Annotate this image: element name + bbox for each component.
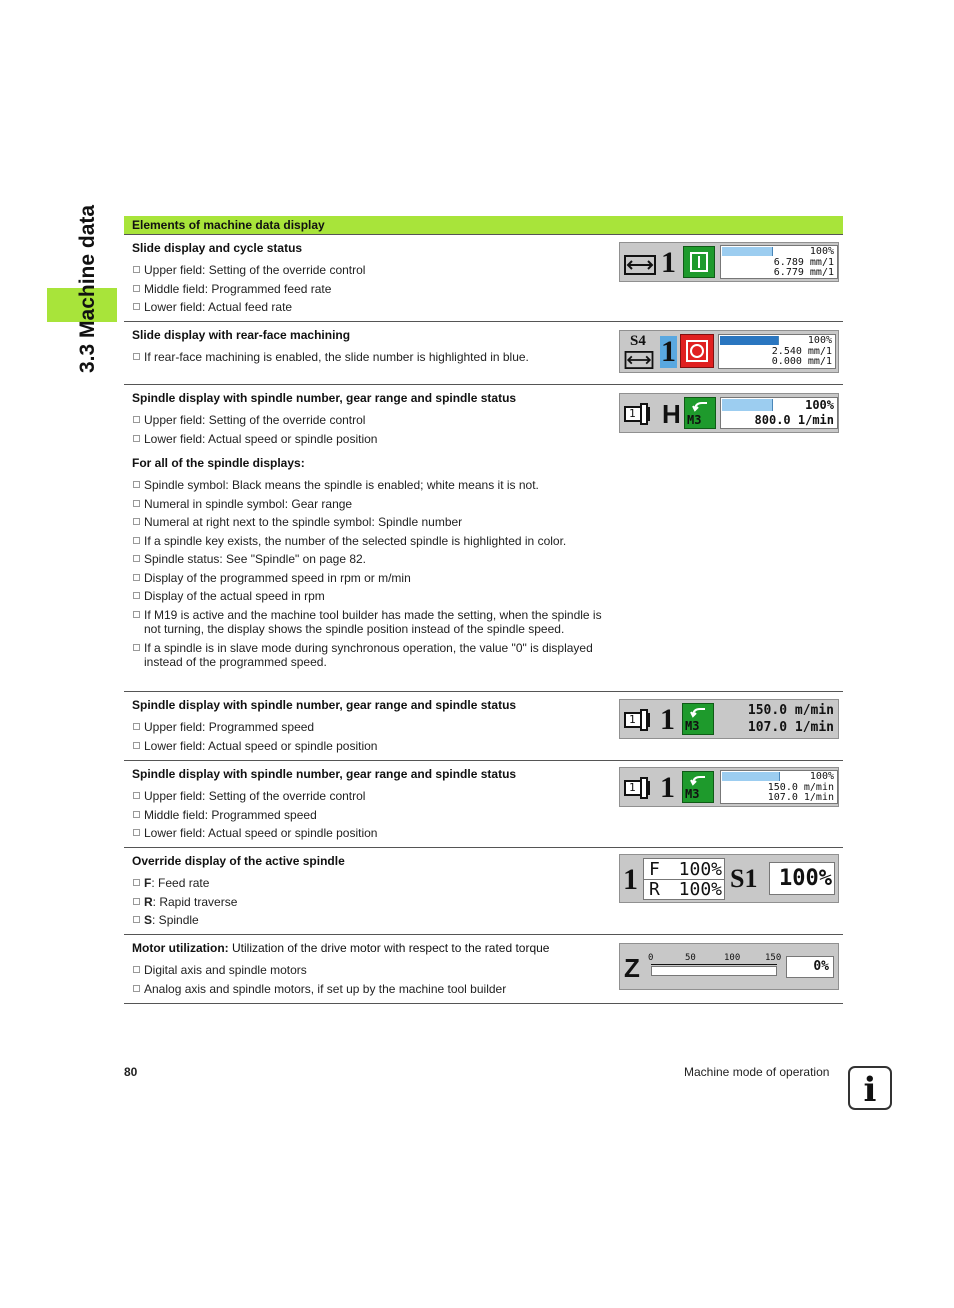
section-title: Spindle display with spindle number, gear range and spindle status	[132, 698, 517, 712]
override-bar	[720, 336, 779, 345]
rear-status-box	[680, 334, 714, 368]
rear-label: S4	[630, 333, 646, 349]
spindle-number: 1	[660, 771, 675, 804]
footer-chapter: Machine mode of operation	[684, 1065, 830, 1079]
feed-value: 100%	[678, 859, 722, 880]
key-text: : Rapid traverse	[152, 894, 238, 909]
rapid-value: 100%	[678, 879, 722, 900]
list-item: Spindle symbol: Black means the spindle is enabled; white means it is not.	[132, 478, 614, 493]
list-item: Lower field: Actual speed or spindle position	[132, 432, 614, 447]
section-title: Slide display and cycle status	[132, 241, 303, 255]
list-item: Display of the programmed speed in rpm or m/min	[132, 571, 614, 586]
programmed-feed-value: 6.789 mm/1	[773, 257, 834, 268]
spindle-override-value: 100%	[779, 866, 832, 891]
spindle-status-box	[684, 397, 716, 429]
list-item	[132, 895, 614, 910]
list-item: Display of the actual speed in rpm	[132, 589, 614, 604]
spindle-gear-number: 1	[629, 781, 636, 794]
cycle-status-box	[683, 246, 715, 278]
list-item: If M19 is active and the machine tool builder has made the setting, when the spindle is not turning, the display shows the spindle position instead of the spindle speed.	[132, 608, 614, 637]
programmed-speed-value: 150.0 m/min	[767, 782, 834, 793]
key-text: : Spindle	[152, 913, 199, 927]
axis-label: Z	[624, 953, 640, 983]
list-item: Digital axis and spindle motors	[132, 963, 614, 978]
override-bar	[722, 772, 780, 781]
list-item: Middle field: Programmed feed rate	[132, 282, 614, 297]
spindle-number: H	[662, 399, 681, 429]
rapid-label: R	[649, 879, 660, 900]
spindle-override-label: S1	[730, 864, 758, 893]
slide-number: 1	[661, 335, 676, 368]
spindle-status-box	[682, 703, 714, 735]
section-title: Override display of the active spindle	[132, 854, 345, 868]
spindle-gear-number: 1	[629, 407, 636, 420]
key-label: F	[144, 876, 152, 890]
spindle-number: 1	[660, 703, 675, 736]
list-item: Middle field: Programmed speed	[132, 808, 614, 823]
section-title: Slide display with rear-face machining	[132, 328, 351, 342]
actual-speed-value: 107.0 1/min	[747, 720, 834, 735]
slide-icon	[624, 255, 656, 275]
list-item: If a spindle is in slave mode during synchronous operation, the value "0" is displayed instead of the programmed speed.	[132, 641, 614, 670]
actual-speed-value: 800.0 1/min	[754, 413, 834, 427]
override-value: 100%	[809, 246, 834, 257]
utilization-bar-track	[651, 966, 777, 976]
list-item: Upper field: Setting of the override control	[132, 413, 614, 428]
rotate-ccw-icon	[692, 400, 710, 412]
active-spindle-number: 1	[623, 863, 638, 896]
list-item: If rear-face machining is enabled, the slide number is highlighted in blue.	[132, 350, 614, 365]
programmed-speed-value: 150.0 m/min	[747, 703, 834, 718]
scale-tick-label: 50	[685, 953, 696, 963]
override-bar	[722, 399, 773, 411]
spindle-status-label: M3	[685, 719, 700, 733]
utilization-value: 0%	[813, 959, 829, 974]
list-item: Numeral at right next to the spindle symbol: Spindle number	[132, 515, 614, 530]
feed-rapid-box	[643, 858, 725, 900]
key-label: R	[144, 894, 153, 909]
actual-feed-value: 0.000 mm/1	[771, 356, 832, 367]
rotate-ccw-icon	[690, 706, 708, 718]
spindle-display-panel-2	[619, 699, 839, 739]
info-icon	[848, 1066, 892, 1110]
page-number: 80	[124, 1065, 138, 1079]
list-item: Upper field: Setting of the override control	[132, 789, 614, 804]
list-item: If a spindle key exists, the number of the selected spindle is highlighted in color.	[132, 534, 614, 549]
scale-tick-label: 100	[724, 953, 741, 963]
motor-utilization-panel	[619, 943, 839, 990]
spindle-display-panel-1	[619, 393, 839, 433]
list-item: Upper field: Programmed speed	[132, 720, 614, 735]
list-item: Spindle status: See "Spindle" on page 82.	[132, 552, 614, 567]
table-header: Elements of machine data display	[124, 216, 843, 234]
slide-icon	[624, 351, 654, 369]
spindle-status-label: M3	[685, 787, 700, 801]
spindle-status-label: M3	[687, 413, 702, 427]
override-value: 100%	[805, 398, 834, 412]
override-bar	[722, 247, 773, 256]
key-text: : Feed rate	[151, 876, 210, 890]
scale-tick-label: 150	[765, 953, 782, 963]
rear-value-box	[718, 334, 836, 369]
section-title-rest: Utilization of the drive motor with respect to the rated torque	[228, 941, 550, 955]
override-value: 100%	[809, 771, 834, 782]
scale-tick-label: 0	[648, 953, 654, 963]
spindle-value-box	[720, 397, 838, 429]
slide-number: 1	[661, 246, 676, 279]
spindle-display-panel-3	[619, 767, 839, 807]
spindle-gear-number: 1	[629, 713, 636, 726]
spindle-status-box	[682, 771, 714, 803]
slide-display-panel	[619, 242, 839, 282]
cycle-status-icon	[684, 247, 714, 277]
scale-line	[651, 964, 777, 965]
section-title-bold: Motor utilization:	[132, 941, 229, 955]
actual-speed-value: 107.0 1/min	[767, 792, 834, 803]
list-item: Upper field: Setting of the override control	[132, 263, 614, 278]
rear-status-icon	[681, 335, 713, 367]
rotate-ccw-icon	[690, 774, 708, 786]
rear-face-panel	[619, 330, 839, 373]
chapter-title-vertical: 3.3 Machine data	[76, 204, 99, 373]
spindle-override-box	[769, 862, 835, 895]
slide-value-box	[720, 245, 838, 279]
override-display-panel	[619, 854, 839, 903]
actual-feed-value: 6.779 mm/1	[773, 267, 834, 278]
list-item: Lower field: Actual feed rate	[132, 300, 614, 315]
utilization-value-box	[786, 956, 834, 978]
key-label: S	[144, 913, 153, 927]
sub-title: For all of the spindle displays:	[132, 456, 305, 470]
list-item	[132, 913, 614, 928]
list-item: Lower field: Actual speed or spindle position	[132, 826, 614, 841]
list-item: Numeral in spindle symbol: Gear range	[132, 497, 614, 512]
list-item: Lower field: Actual speed or spindle position	[132, 739, 614, 754]
list-item	[132, 876, 614, 891]
list-item: Analog axis and spindle motors, if set up by the machine tool builder	[132, 982, 614, 997]
section-title: Spindle display with spindle number, gear range and spindle status	[132, 391, 517, 405]
info-glyph: i	[863, 1070, 877, 1110]
spindle-value-box	[720, 770, 838, 804]
section-title: Spindle display with spindle number, gear range and spindle status	[132, 767, 517, 781]
override-value: 100%	[807, 335, 832, 346]
programmed-feed-value: 2.540 mm/1	[771, 346, 832, 357]
feed-label: F	[649, 859, 660, 880]
